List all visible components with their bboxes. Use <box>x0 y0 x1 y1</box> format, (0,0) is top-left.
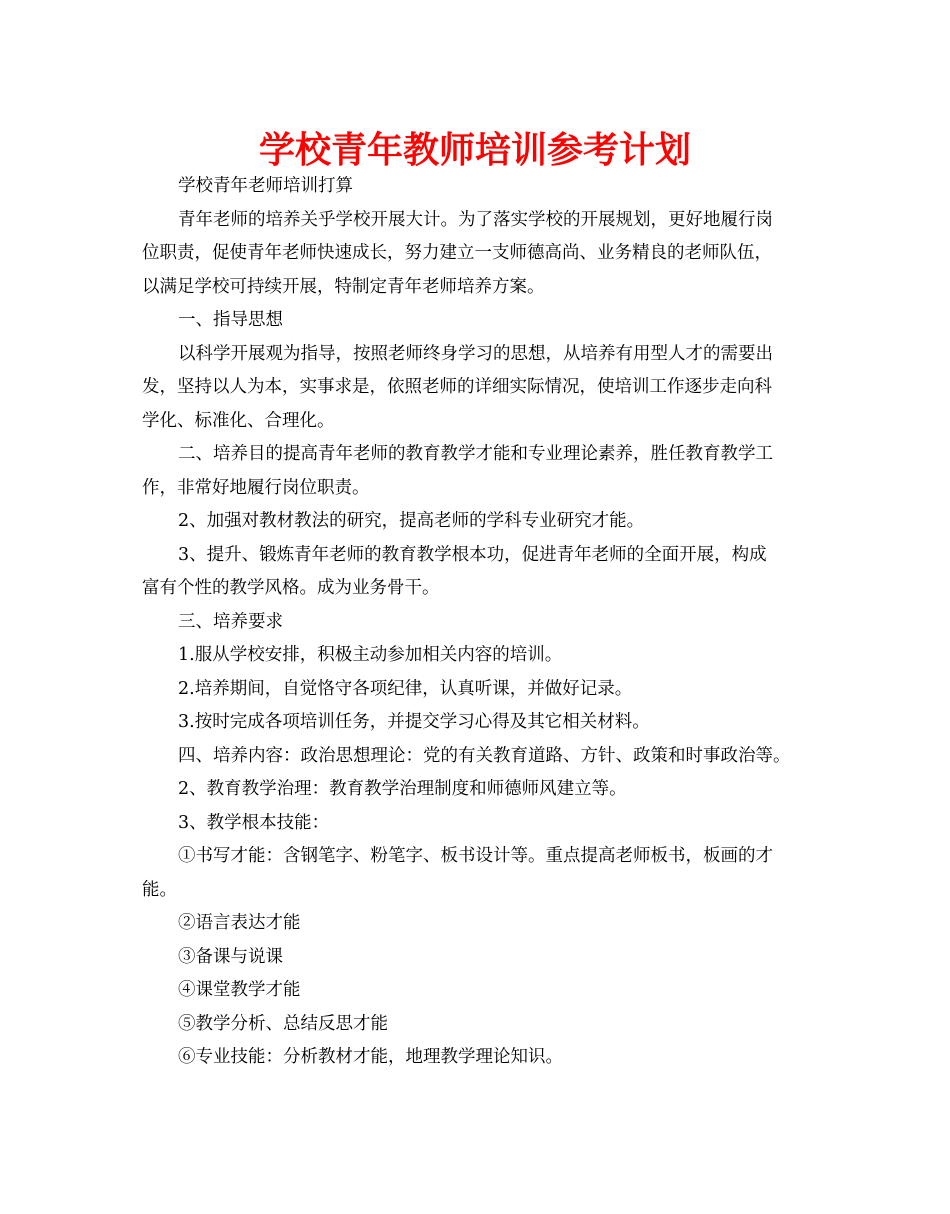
paragraph-line: 以科学开展观为指导，按照老师终身学习的思想，从培养有用型人才的需要出 <box>178 343 773 364</box>
list-item: 3、教学根本技能： <box>178 812 330 833</box>
list-item: 1.服从学校安排，积极主动参加相关内容的培训。 <box>178 645 563 665</box>
document-title: 学校青年教师培训参考计划 <box>258 130 691 171</box>
list-item: ④课堂教学才能 <box>178 980 301 1000</box>
list-item: 2、加强对教材教法的研究，提高老师的学科专业研究才能。 <box>178 511 645 531</box>
subtitle-line: 学校青年老师培训打算 <box>178 176 353 196</box>
document-body <box>142 170 817 1075</box>
paragraph-line: 位职责，促使青年老师快速成长，努力建立一支师德高尚、业务精良的老师队伍， <box>142 243 772 263</box>
section-heading: 四、培养内容：政治思想理论：党的有关教育道路、方针、政策和时事政治等。 <box>178 745 791 766</box>
list-item: 2.培养期间，自觉恪守各项纪律，认真听课，并做好记录。 <box>178 678 633 699</box>
paragraph-line: 学化、标准化、合理化。 <box>142 410 335 431</box>
list-item: 2、教育教学治理：教育教学治理制度和师德师风建立等。 <box>178 779 627 799</box>
section-heading: 三、培养要求 <box>178 611 283 632</box>
list-item: ③备课与说课 <box>178 946 283 967</box>
section-heading: 二、培养目的提高青年老师的教育教学才能和专业理论素养，胜任教育教学工 <box>178 444 773 464</box>
paragraph-line: 富有个性的教学风格。成为业务骨干。 <box>142 578 440 598</box>
list-item: ⑤教学分析、总结反思才能 <box>178 1013 388 1034</box>
list-item: 3、提升、锻炼青年老师的教育教学根本功，促进青年老师的全面开展，构成 <box>178 544 767 565</box>
paragraph-line: 能。 <box>142 879 177 900</box>
paragraph-line: 青年老师的培养关乎学校开展大计。为了落实学校的开展规划，更好地履行岗 <box>178 209 773 230</box>
list-item: ②语言表达才能 <box>178 913 301 933</box>
section-heading: 一、指导思想 <box>178 310 283 330</box>
list-item: ①书写才能：含钢笔字、粉笔字、板书设计等。重点提高老师板书，板画的才 <box>178 846 773 866</box>
paragraph-line: 以满足学校可持续开展，特制定青年老师培养方案。 <box>142 276 545 297</box>
list-item: 3.按时完成各项培训任务，并提交学习心得及其它相关材料。 <box>178 712 650 732</box>
list-item: ⑥专业技能：分析教材才能，地理教学理论知识。 <box>178 1047 563 1067</box>
paragraph-line: 作，非常好地履行岗位职责。 <box>142 477 370 498</box>
paragraph-line: 发，坚持以人为本，实事求是，依照老师的详细实际情况，使培训工作逐步走向科 <box>142 377 772 397</box>
